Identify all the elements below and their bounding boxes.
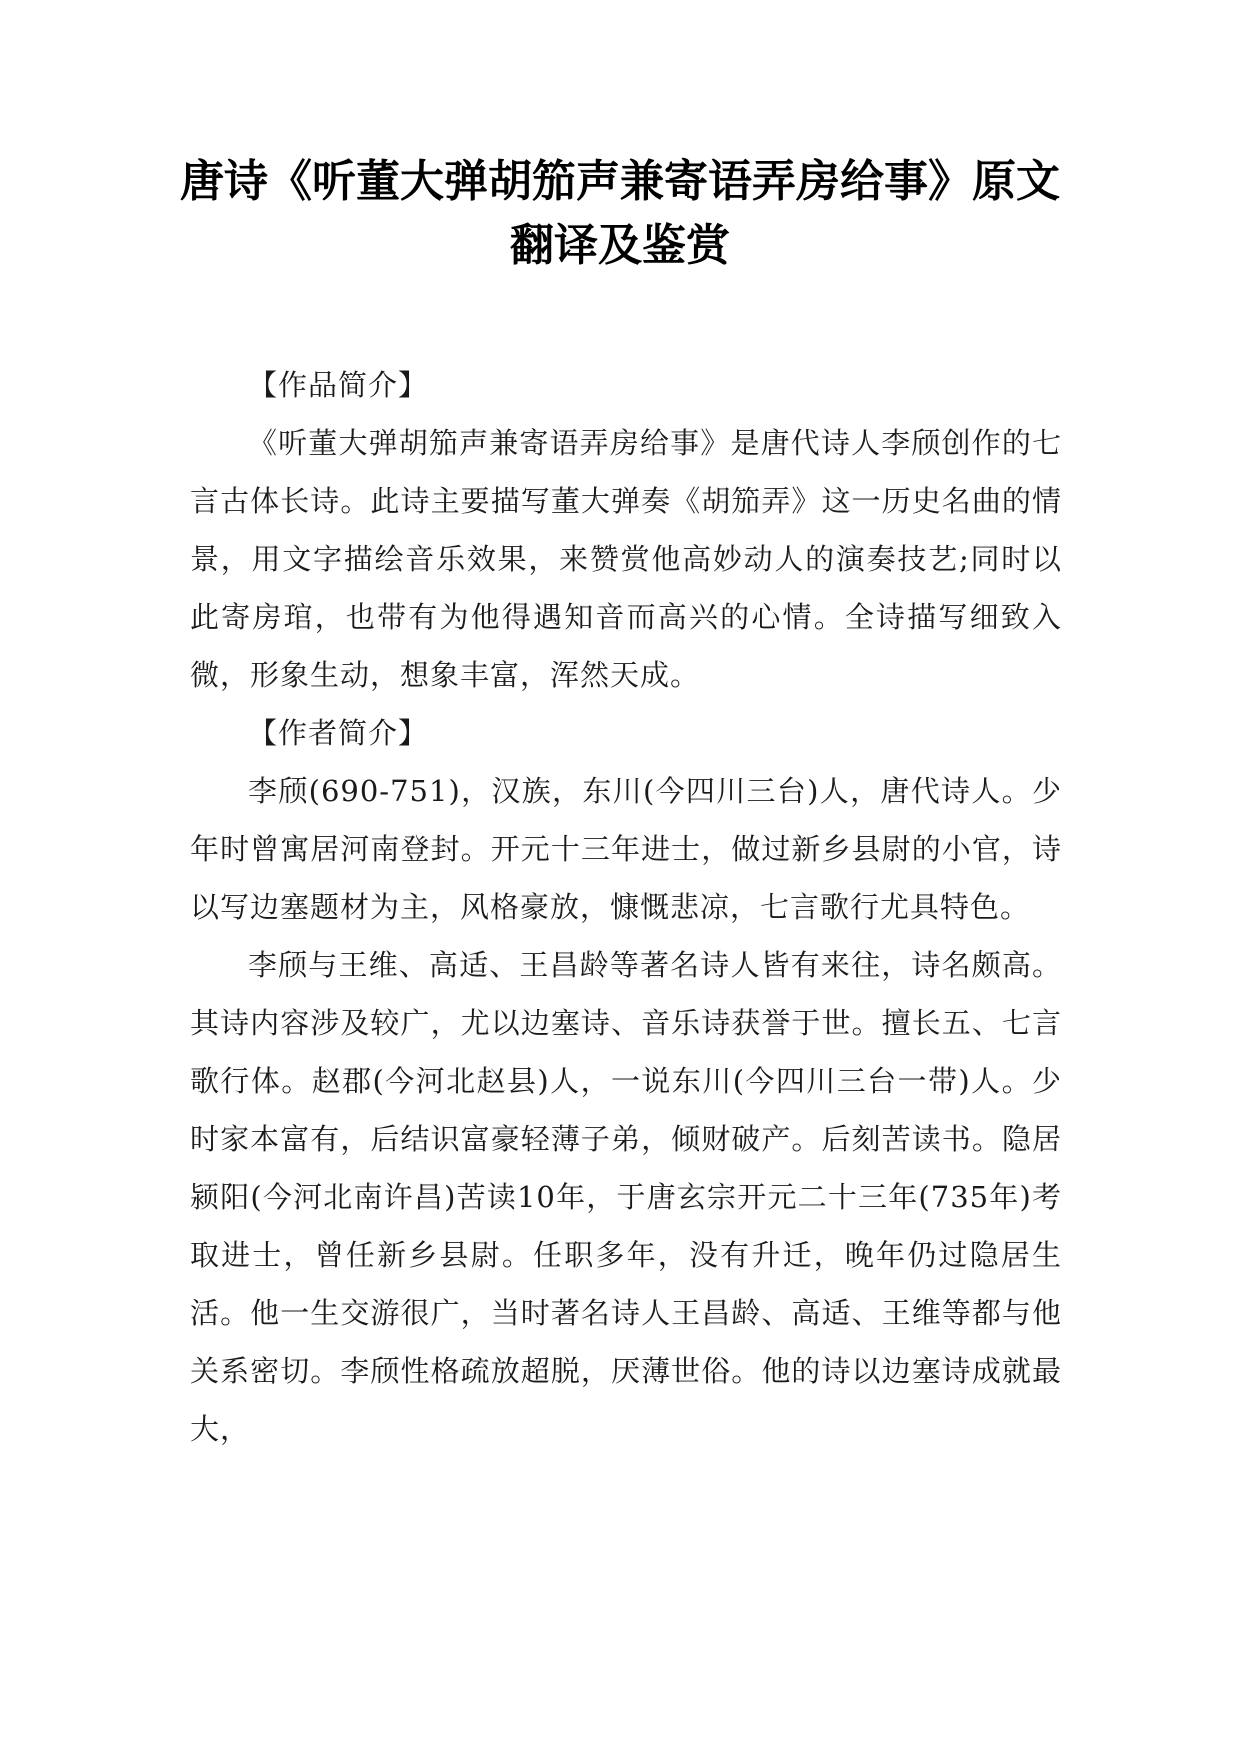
section-heading-author-intro: 【作者简介】 — [248, 716, 429, 750]
section-heading-work-intro: 【作品简介】 — [248, 368, 429, 402]
document-title: 唐诗《听董大弹胡笳声兼寄语弄房给事》原文翻译及鉴赏 — [180, 156, 1060, 271]
paragraph-work-intro: 《听董大弹胡笳声兼寄语弄房给事》是唐代诗人李颀创作的七言古体长诗。此诗主要描写董大弹奏《胡笳弄》这一历史名曲的情景，用文字描绘音乐效果，来赞赏他高妙动人的演奏技艺;同时以此寄房琯，也带有为他得遇知音而高兴的心情。全诗描写细致入微，形象生动，想象丰富，浑然天成。 — [190, 426, 1062, 692]
paragraph-author-details: 李颀与王维、高适、王昌龄等著名诗人皆有来往，诗名颇高。其诗内容涉及较广，尤以边塞诗、音乐诗获誉于世。擅长五、七言歌行体。赵郡(今河北赵县)人，一说东川(今四川三台一带)人。少时家本富有，后结识富豪轻薄子弟，倾财破产。后刻苦读书。隐居颍阳(今河北南许昌)苦读10年，于唐玄宗开元二十三年(735年)考取进士，曾任新乡县尉。任职多年，没有升迁，晚年仍过隐居生活。他一生交游很广，当时著名诗人王昌龄、高适、王维等都与他关系密切。李颀性格疏放超脱，厌薄世俗。他的诗以边塞诗成就最大， — [190, 948, 1062, 1446]
paragraph-author-intro: 李颀(690-751)，汉族，东川(今四川三台)人，唐代诗人。少年时曾寓居河南登封。开元十三年进士，做过新乡县尉的小官，诗以写边塞题材为主，风格豪放，慷慨悲凉，七言歌行尤具特色。 — [190, 774, 1062, 924]
document-body — [190, 356, 1062, 1458]
